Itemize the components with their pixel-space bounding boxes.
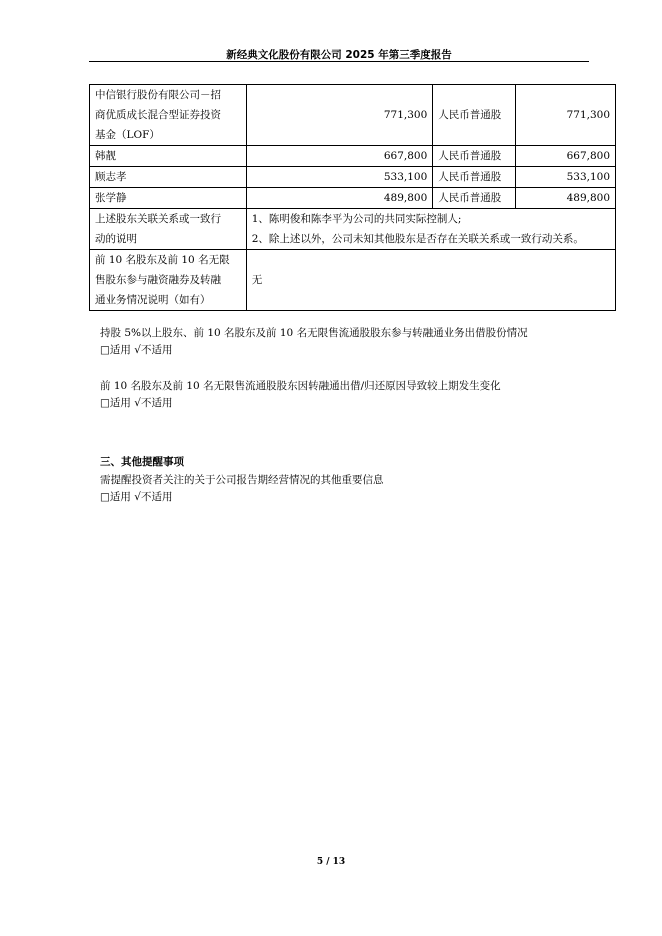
margin-trading-label: 前 10 名股东及前 10 名无限 售股东参与融资融券及转融 通业务情况说明（如有） [90, 250, 247, 311]
related-party-text: 1、陈明俊和陈李平为公司的共同实际控制人; 2、除上述以外，公司未知其他股东是否存在关联关系或一致行动关系。 [246, 209, 615, 250]
related-party-row [90, 209, 616, 250]
related-party-label: 上述股东关联关系或一致行 动的说明 [90, 209, 247, 250]
table-row [90, 146, 616, 167]
table-row [90, 167, 616, 188]
holder-shares: 533,100 [246, 167, 433, 188]
section-title: 三、其他提醒事项 [100, 456, 184, 468]
holder-name: 中信银行股份有限公司－招 商优质成长混合型证券投资 基金（LOF） [90, 85, 247, 146]
holder-name: 张学静 [90, 188, 247, 209]
other-reminders [100, 472, 384, 506]
page-number: 5 / 13 [316, 857, 346, 867]
share-type: 人民币普通股 [433, 146, 516, 167]
share-type: 人民币普通股 [433, 167, 516, 188]
holder-name: 顾志孝 [90, 167, 247, 188]
share-type: 人民币普通股 [433, 85, 516, 146]
share-count: 533,100 [516, 167, 616, 188]
margin-trading-text: 无 [246, 250, 615, 311]
table-row [90, 85, 616, 146]
holder-shares: 771,300 [246, 85, 433, 146]
share-count: 667,800 [516, 146, 616, 167]
lending-change-disclosure [100, 378, 501, 412]
shareholders-table [89, 84, 616, 311]
share-count: 489,800 [516, 188, 616, 209]
share-count: 771,300 [516, 85, 616, 146]
other-reminders-text: 需提醒投资者关注的关于公司报告期经营情况的其他重要信息 [100, 474, 384, 486]
report-header: 新经典文化股份有限公司 2025 年第三季度报告 [226, 49, 452, 61]
lending-disclosure [100, 325, 528, 359]
holder-name: 韩靓 [90, 146, 247, 167]
table-row [90, 188, 616, 209]
lending-change-text: 前 10 名股东及前 10 名无限售流通股股东因转融通出借/归还原因导致较上期发生变化 [100, 380, 501, 392]
holder-shares: 667,800 [246, 146, 433, 167]
lending-disclosure-option: □适用 √不适用 [100, 344, 173, 356]
holder-shares: 489,800 [246, 188, 433, 209]
margin-trading-row [90, 250, 616, 311]
other-reminders-option: □适用 √不适用 [100, 491, 173, 503]
lending-change-option: □适用 √不适用 [100, 397, 173, 409]
lending-disclosure-text: 持股 5%以上股东、前 10 名股东及前 10 名无限售流通股股东参与转融通业务出借股份情况 [100, 327, 528, 339]
share-type: 人民币普通股 [433, 188, 516, 209]
header-divider [89, 61, 589, 62]
